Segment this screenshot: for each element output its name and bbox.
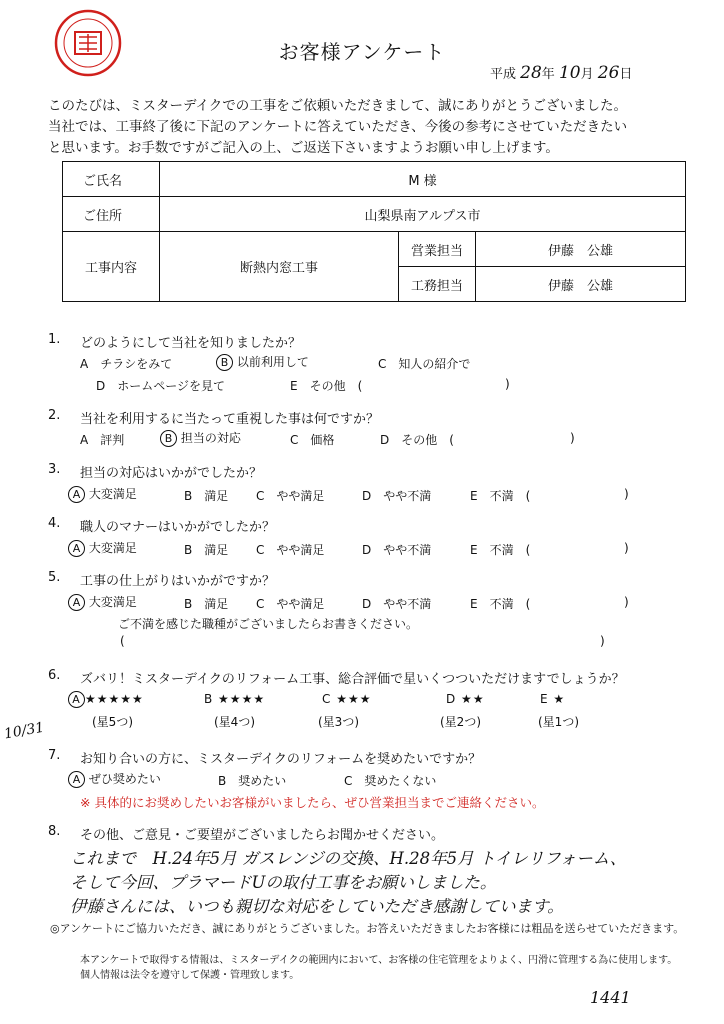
- q7-number: 7.: [48, 748, 61, 763]
- q3-close-paren: ): [624, 487, 629, 501]
- q1-option-c: C 知人の紹介で: [378, 357, 471, 371]
- q5-number: 5.: [48, 570, 61, 585]
- q6-option-b-sub: (星4つ): [214, 715, 255, 729]
- selected-circle: B: [216, 354, 233, 371]
- q1-option-b: B 以前利用して: [216, 353, 309, 371]
- q7-option-a: A ぜひ奨めたい: [68, 770, 161, 788]
- q2-text: 当社を利用するに当たって重視した事は何ですか？: [80, 412, 380, 427]
- q5-sub-text: ご不満を感じた職種がございましたらお書きください。: [118, 617, 419, 631]
- q7-note: ※ 具体的にお奨めしたいお客様がいましたら、ぜひ営業担当までご連絡ください。: [80, 795, 545, 810]
- q3-option-e: E 不満 (: [470, 489, 531, 503]
- q3-number: 3.: [48, 462, 61, 477]
- q2-close-paren: ): [570, 431, 575, 445]
- q6-text: ズバリ！ミスターデイクのリフォーム工事、総合評価で星いくつついただけますでしょうか？: [80, 672, 625, 687]
- q5-option-b: B 満足: [184, 597, 229, 611]
- sales-value: 伊藤 公雄: [476, 232, 686, 267]
- q3-option-c: C やや満足: [256, 489, 325, 503]
- q5-sub-open-paren: (: [120, 634, 125, 648]
- footer-privacy-1: 本アンケートで取得する情報は、ミスターデイクの範囲内において、お客様の住宅管理をよりよく、円滑に管理する為に使用します。: [80, 955, 678, 966]
- q5-text: 工事の仕上がりはいかがですか？: [80, 574, 276, 589]
- q2-option-c: C 価格: [290, 433, 335, 447]
- q8-number: 8.: [48, 824, 61, 839]
- q6-option-c-sub: (星3つ): [318, 715, 359, 729]
- q1-option-a: A チラシをみて: [80, 357, 173, 371]
- sales-label: 営業担当: [399, 232, 476, 267]
- q1-close-paren: ): [505, 377, 510, 391]
- q6-option-e-sub: (星1つ): [538, 715, 579, 729]
- q4-number: 4.: [48, 516, 61, 531]
- q4-option-b: B 満足: [184, 543, 229, 557]
- survey-date: 平成 28年 10月 26日: [490, 63, 633, 83]
- selected-circle: A: [68, 486, 85, 503]
- footer-privacy-2: 個人情報は法令を遵守して保護・管理致します。: [80, 970, 300, 981]
- construction-value: 伊藤 公雄: [476, 267, 686, 302]
- q6-option-a-sub: (星5つ): [92, 715, 133, 729]
- customer-info-table: [62, 161, 686, 302]
- q2-number: 2.: [48, 408, 61, 423]
- address-label: ご住所: [63, 197, 160, 232]
- q6-option-d-sub: (星2つ): [440, 715, 481, 729]
- q7-text: お知り合いの方に、ミスターデイクのリフォームを奨めたいですか？: [80, 752, 482, 767]
- intro-text: このたびは、ミスターデイクでの工事をご依頼いただきまして、誠にありがとうございました。 当社では、工事終了後に下記のアンケートに答えていただき、今後の参考にさせていただきたい と思います。お手数ですがご記入の上、ご返送下さいますようお願い申し上げます。: [48, 98, 628, 156]
- comment-line-3: 伊藤さんには、いつも親切な対応をしていただき感謝しています。: [70, 897, 564, 916]
- q5-option-c: C やや満足: [256, 597, 325, 611]
- q2-option-d: D その他 (: [380, 433, 454, 447]
- construction-label: 工務担当: [399, 267, 476, 302]
- address-value: 山梨県南アルプス市: [160, 197, 686, 232]
- selected-circle: A: [68, 771, 85, 788]
- q4-option-e: E 不満 (: [470, 543, 531, 557]
- selected-circle: B: [160, 430, 177, 447]
- q6-option-e: E ★: [540, 692, 566, 706]
- q4-close-paren: ): [624, 541, 629, 555]
- q7-option-c: C 奨めたくない: [344, 774, 437, 788]
- work-label: 工事内容: [63, 232, 160, 302]
- q5-option-e: E 不満 (: [470, 597, 531, 611]
- q7-option-b: B 奨めたい: [218, 774, 287, 788]
- margin-note: 10/31: [2, 719, 46, 743]
- comment-line-1: これまで H.24年5月 ガスレンジの交換、H.28年5月 トイレリフォーム、: [70, 849, 627, 868]
- work-value: 断熱内窓工事: [160, 232, 399, 302]
- q1-option-d: D ホームページを見て: [96, 379, 226, 393]
- footer-thanks: ◎アンケートにご協力いただき、誠にありがとうございました。お答えいただきましたお客様には粗品を送らせていただきます。: [50, 922, 685, 935]
- q1-number: 1.: [48, 332, 61, 347]
- q2-option-a: A 評判: [80, 433, 125, 447]
- q3-text: 担当の対応はいかがでしたか？: [80, 466, 263, 481]
- q5-option-d: D やや不満: [362, 597, 432, 611]
- q3-option-b: B 満足: [184, 489, 229, 503]
- q3-option-d: D やや不満: [362, 489, 432, 503]
- q6-number: 6.: [48, 668, 61, 683]
- q4-option-c: C やや満足: [256, 543, 325, 557]
- name-label: ご氏名: [63, 162, 160, 197]
- q5-close-paren: ): [624, 595, 629, 609]
- q5-sub-close-paren: ): [600, 634, 605, 648]
- q6-option-d: D ★★: [446, 692, 485, 706]
- q2-option-b: B 担当の対応: [160, 429, 241, 447]
- q5-option-a: A 大変満足: [68, 593, 137, 611]
- selected-circle: A: [68, 691, 85, 708]
- q8-text: その他、ご意見・ご要望がございましたらお聞かせください。: [80, 828, 445, 843]
- name-value: M 様: [160, 162, 686, 197]
- document-number: 1441: [590, 988, 631, 1007]
- q6-option-b: B ★★★★: [204, 692, 266, 706]
- selected-circle: A: [68, 540, 85, 557]
- q3-option-a: A 大変満足: [68, 485, 137, 503]
- q1-text: どのようにして当社を知りましたか？: [80, 336, 302, 351]
- q6-option-c: C ★★★: [322, 692, 372, 706]
- q4-text: 職人のマナーはいかがでしたか？: [80, 520, 276, 535]
- comment-line-2: そして今回、プラマードUの取付工事をお願いしました。: [70, 873, 497, 892]
- q1-option-e: E その他 (: [290, 379, 363, 393]
- selected-circle: A: [68, 594, 85, 611]
- q6-option-a: A ★★★★★: [68, 691, 144, 708]
- q4-option-a: A 大変満足: [68, 539, 137, 557]
- page-title: お客様アンケート: [278, 40, 446, 64]
- q4-option-d: D やや不満: [362, 543, 432, 557]
